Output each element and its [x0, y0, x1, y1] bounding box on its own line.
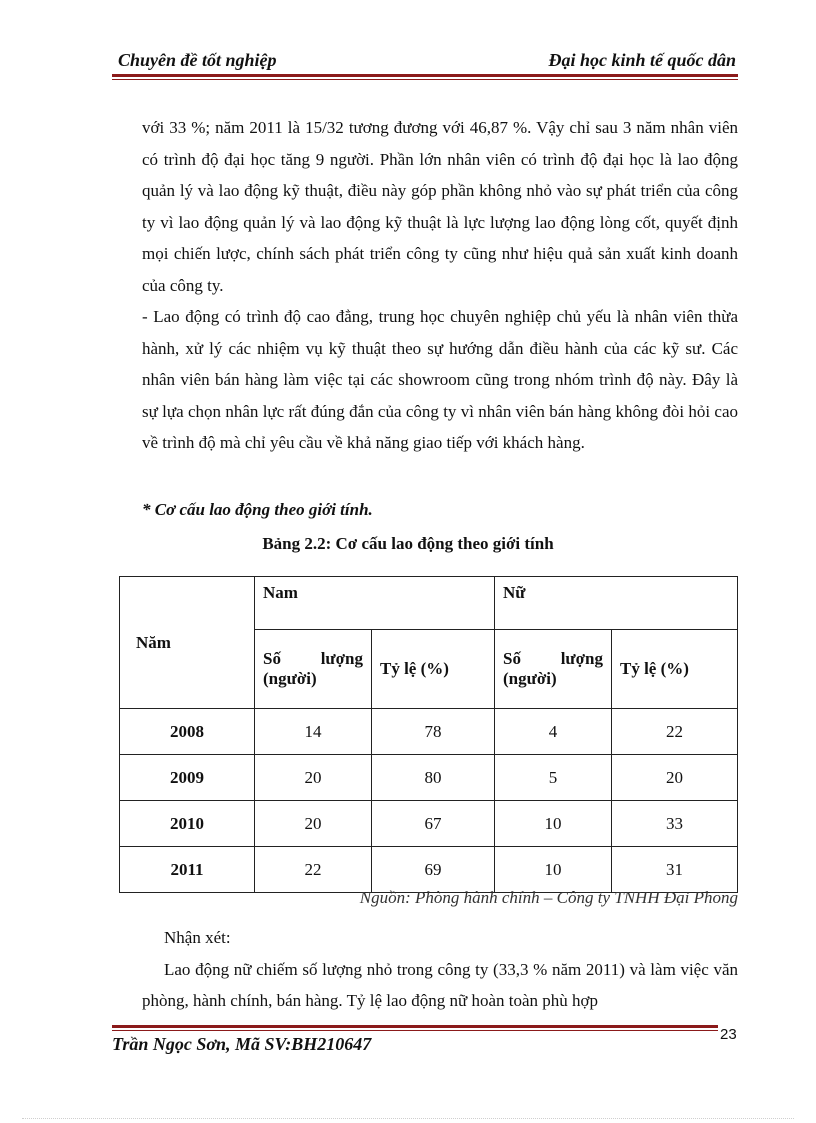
table-source: Nguồn: Phòng hành chính – Công ty TNHH Đại Phong	[359, 888, 738, 907]
count-word-1: Số	[503, 649, 521, 668]
table-row	[120, 847, 738, 893]
year-cell: 2008	[120, 709, 255, 755]
page-header	[112, 46, 738, 76]
header-rule-thin	[112, 79, 738, 80]
body-text	[142, 112, 738, 459]
count-word-2: lượng	[320, 649, 363, 668]
remark-label: Nhận xét:	[164, 928, 231, 947]
male-count-cell: 14	[255, 709, 372, 755]
gender-structure-table	[119, 576, 738, 893]
male-count-cell: 20	[255, 801, 372, 847]
count-word-1: Số	[263, 649, 281, 668]
table-header-row	[120, 577, 738, 630]
year-cell: 2009	[120, 755, 255, 801]
header-rule-thick	[112, 74, 738, 77]
table-row	[120, 709, 738, 755]
female-group-header: Nữ	[495, 577, 738, 630]
male-count-header	[255, 630, 372, 709]
male-count-cell: 20	[255, 755, 372, 801]
male-group-header: Nam	[255, 577, 495, 630]
header-left-title: Chuyên đề tốt nghiệp	[118, 50, 277, 70]
female-pct-cell: 33	[612, 801, 738, 847]
female-count-cell: 4	[495, 709, 612, 755]
section-heading: * Cơ cấu lao động theo giới tính.	[142, 500, 373, 519]
male-ratio-header: Tỷ lệ (%)	[372, 630, 495, 709]
female-ratio-header: Tỷ lệ (%)	[612, 630, 738, 709]
footer-rule-thin	[112, 1030, 718, 1031]
year-cell: 2010	[120, 801, 255, 847]
remark-paragraph: Lao động nữ chiếm số lượng nhỏ trong công ty (33,3 % năm 2011) và làm việc văn phòng, hành chính, bán hàng. Tỷ lệ lao động nữ hoàn toàn phù hợp	[142, 959, 738, 1010]
female-pct-cell: 22	[612, 709, 738, 755]
year-cell: 2011	[120, 847, 255, 893]
header-right-title: Đại học kinh tế quốc dân	[548, 50, 736, 70]
table-caption: Bảng 2.2: Cơ cấu lao động theo giới tính	[262, 534, 554, 553]
count-unit: (người)	[263, 669, 317, 688]
female-count-header	[495, 630, 612, 709]
female-pct-cell: 31	[612, 847, 738, 893]
count-unit: (người)	[503, 669, 557, 688]
footer-rule-thick	[112, 1025, 718, 1028]
female-count-cell: 10	[495, 847, 612, 893]
body-paragraph: - Lao động có trình độ cao đẳng, trung học chuyên nghiệp chủ yếu là nhân viên thừa hành, xử lý các nhiệm vụ kỹ thuật theo sự hướng dẫn điều hành của các kỹ sư. Các nhân viên bán hàng làm việc tại các showroom cũng trong nhóm trình độ này. Đây là sự lựa chọn nhân lực rất đúng đắn của công ty vì nhân viên bán hàng không đòi hỏi cao về trình độ mà chỉ yêu cầu về khả năng giao tiếp với khách hàng.	[142, 307, 738, 452]
remarks-section	[142, 922, 738, 1017]
count-label-line	[263, 649, 363, 669]
female-pct-cell: 20	[612, 755, 738, 801]
body-paragraph: với 33 %; năm 2011 là 15/32 tương đương với 46,87 %. Vậy chỉ sau 3 năm nhân viên có trình độ đại học tăng 9 người. Phần lớn nhân viên có trình độ đại học là lao động quản lý và lao động kỹ thuật, điều này góp phần không nhỏ vào sự phát triển của công ty vì lao động quản lý và lao động kỹ thuật là lực lượng lao động lòng cốt, quyết định mọi chiến lược, chính sách phát triển công ty cũng như hiệu quả sản xuất kinh doanh của công ty.	[142, 118, 738, 295]
male-pct-cell: 78	[372, 709, 495, 755]
male-pct-cell: 67	[372, 801, 495, 847]
female-count-cell: 10	[495, 801, 612, 847]
year-header: Năm	[120, 577, 255, 709]
male-pct-cell: 69	[372, 847, 495, 893]
table-row	[120, 755, 738, 801]
page-number: 23	[720, 1026, 737, 1043]
female-count-cell: 5	[495, 755, 612, 801]
page-bottom-divider	[22, 1118, 794, 1119]
table-row	[120, 801, 738, 847]
male-count-cell: 22	[255, 847, 372, 893]
count-label-line	[503, 649, 603, 669]
count-word-2: lượng	[560, 649, 603, 668]
footer-author: Trần Ngọc Sơn, Mã SV:BH210647	[112, 1034, 372, 1054]
male-pct-cell: 80	[372, 755, 495, 801]
